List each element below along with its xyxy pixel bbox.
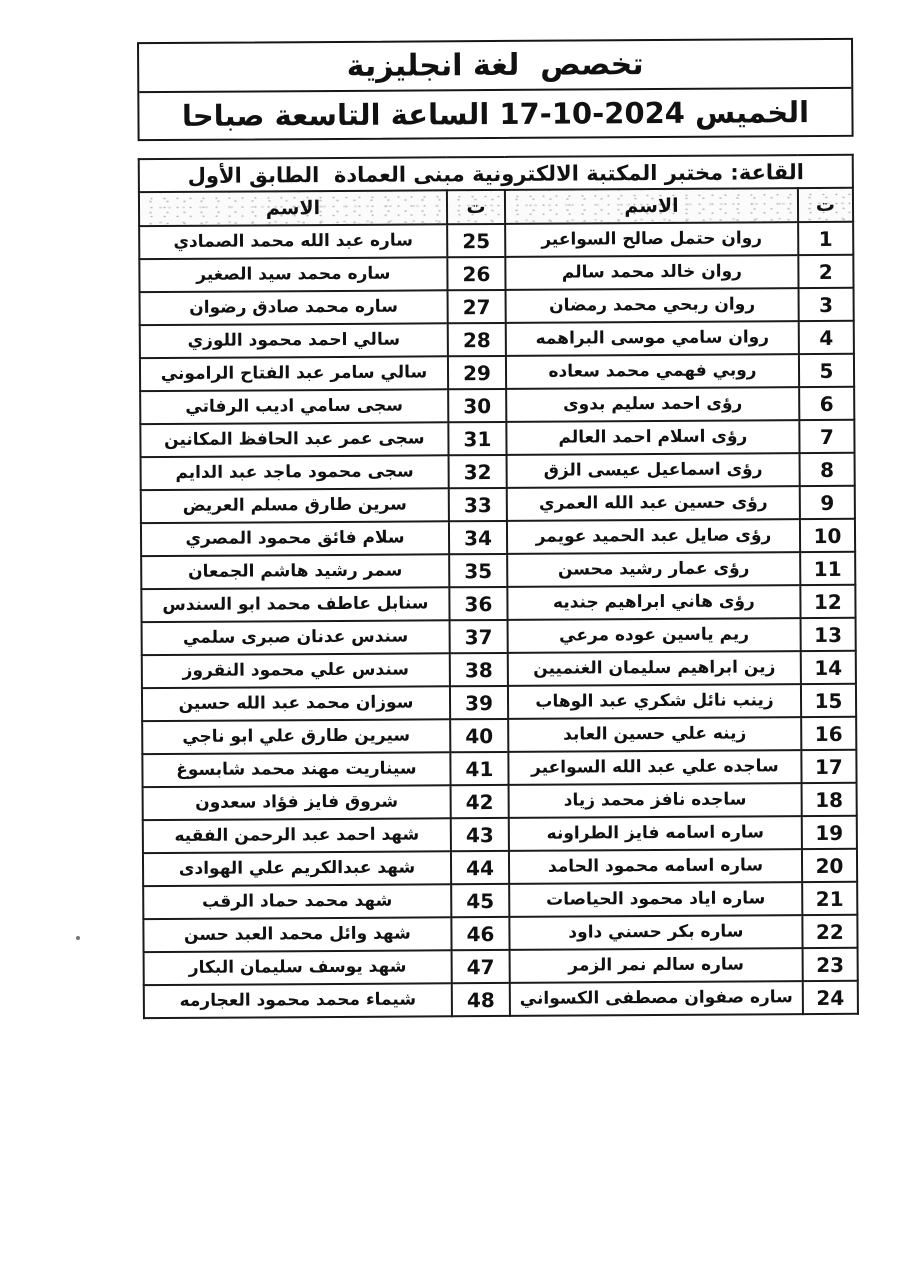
roster-row [143,849,857,886]
roster-row [140,321,854,358]
roster-row [142,750,856,787]
serial-cell-left: 33 [449,488,507,521]
student-name-cell-right: روان حتمل صالح السواعير [505,222,798,257]
serial-cell-right: 1 [798,222,853,255]
col-header-serial-left: ت [447,190,505,224]
serial-cell-left: 44 [451,851,509,884]
student-name-cell-right: رؤى اسماعيل عيسى الزق [507,453,800,488]
student-name-cell-left: سجى محمود ماجد عبد الدايم [141,455,449,490]
serial-cell-right: 17 [801,750,856,783]
serial-cell-right: 9 [800,486,855,519]
student-name-cell-left: شروق فايز فؤاد سعدون [143,785,451,820]
serial-cell-left: 27 [447,290,505,323]
col-header-name-right: الاسم [505,188,798,224]
roster-row [142,651,856,688]
page-title: تخصص لغة انجليزية [139,40,851,93]
student-name-cell-left: سالي احمد محمود اللوزي [140,323,448,358]
student-name-cell-left: سيناريت مهند محمد شابسوغ [142,752,450,787]
student-name-cell-left: سنابل عاطف محمد ابو السندس [141,587,449,622]
serial-cell-left: 31 [448,422,506,455]
serial-cell-right: 7 [799,420,854,453]
serial-cell-right: 15 [801,684,856,717]
student-name-cell-left: سندس عدنان صبرى سلمي [142,620,450,655]
serial-cell-left: 25 [447,224,505,257]
student-name-cell-right: رؤى اسلام احمد العالم [506,420,799,455]
roster-row [143,915,857,952]
serial-cell-right: 24 [803,981,858,1014]
student-name-cell-left: شيماء محمد محمود العجارمه [144,983,452,1018]
student-name-cell-right: ساره اسامه محمود الحامد [509,849,802,884]
student-name-cell-right: ريم ياسين عوده مرعي [508,618,801,653]
exam-roster-sheet [137,38,859,1019]
roster-row [144,948,858,985]
student-name-cell-left: سمر رشيد هاشم الجمعان [141,554,449,589]
title-box [137,38,854,141]
student-name-cell-left: شهد احمد عبد الرحمن الفقيه [143,818,451,853]
student-name-cell-left: سالي سامر عبد الفتاح الراموني [140,356,448,391]
serial-cell-left: 43 [451,818,509,851]
serial-cell-right: 16 [801,717,856,750]
serial-cell-right: 14 [801,651,856,684]
serial-cell-right: 23 [802,948,857,981]
student-name-cell-right: ساره بكر حسني داود [509,915,802,950]
serial-cell-right: 3 [798,288,853,321]
student-name-cell-right: رؤى عمار رشيد محسن [507,552,800,587]
student-name-cell-left: ساره محمد سيد الصغير [139,257,447,292]
serial-cell-left: 47 [451,950,509,983]
serial-cell-right: 6 [799,387,854,420]
student-name-cell-right: روبي فهمي محمد سعاده [506,354,799,389]
serial-cell-right: 4 [799,321,854,354]
roster-row [143,783,857,820]
serial-cell-left: 28 [448,323,506,356]
roster-row [142,618,856,655]
col-header-serial-right: ت [798,188,853,222]
serial-cell-left: 37 [449,620,507,653]
serial-cell-left: 38 [450,653,508,686]
serial-cell-right: 10 [800,519,855,552]
serial-cell-left: 34 [449,521,507,554]
serial-cell-right: 2 [798,255,853,288]
student-name-cell-left: شهد يوسف سليمان البكار [144,950,452,985]
serial-cell-left: 48 [452,983,510,1016]
room-row [139,155,853,192]
student-name-cell-left: سجى سامي اديب الرفاتي [140,389,448,424]
roster-row [139,255,853,292]
student-name-cell-right: رؤى احمد سليم بدوى [506,387,799,422]
roster-table [138,154,859,1019]
student-name-cell-left: شهد وائل محمد العبد حسن [143,917,451,952]
roster-row [144,981,858,1018]
serial-cell-right: 19 [802,816,857,849]
student-name-cell-left: ساره محمد صادق رضوان [140,290,448,325]
scan-speck [76,936,80,940]
student-name-cell-right: رؤى صايل عبد الحميد عويمر [507,519,800,554]
serial-cell-left: 26 [447,257,505,290]
student-name-cell-right: ساره اياد محمود الحياصات [509,882,802,917]
roster-row [141,552,855,589]
student-name-cell-left: ساره عبد الله محمد الصمادي [139,224,447,259]
roster-row [140,387,854,424]
serial-cell-left: 32 [448,455,506,488]
serial-cell-right: 21 [802,882,857,915]
roster-row [139,222,853,259]
student-name-cell-right: ساره اسامه فايز الطراونه [509,816,802,851]
roster-row [141,519,855,556]
roster-row [140,288,854,325]
student-name-cell-right: روان خالد محمد سالم [505,255,798,290]
student-name-cell-left: سرين طارق مسلم العريض [141,488,449,523]
student-name-cell-right: روان ربحي محمد رمضان [506,288,799,323]
serial-cell-right: 12 [800,585,855,618]
student-name-cell-right: ساره سالم نمر الزمر [510,948,803,983]
roster-row [140,420,854,457]
serial-cell-left: 46 [451,917,509,950]
serial-cell-left: 30 [448,389,506,422]
student-name-cell-left: سوزان محمد عبد الله حسين [142,686,450,721]
serial-cell-left: 40 [450,719,508,752]
roster-row [142,684,856,721]
student-name-cell-left: سلام فائق محمود المصري [141,521,449,556]
serial-cell-left: 45 [451,884,509,917]
roster-row [140,354,854,391]
serial-cell-left: 39 [450,686,508,719]
student-name-cell-right: زين ابراهيم سليمان الغنميين [508,651,801,686]
serial-cell-left: 36 [449,587,507,620]
student-name-cell-left: سجى عمر عبد الحافظ المكانين [140,422,448,457]
student-name-cell-right: ساجده علي عبد الله السواعير [508,750,801,785]
serial-cell-left: 35 [449,554,507,587]
serial-cell-right: 11 [800,552,855,585]
roster-row [141,585,855,622]
table-header-row [139,188,853,226]
serial-cell-left: 41 [450,752,508,785]
room-caption: القاعة: مختبر المكتبة الالكترونية مبنى العمادة الطابق الأول [139,155,853,192]
student-name-cell-left: شهد عبدالكريم علي الهوادى [143,851,451,886]
serial-cell-right: 5 [799,354,854,387]
student-name-cell-left: شهد محمد حماد الرقب [143,884,451,919]
student-name-cell-right: ساجده نافز محمد زياد [509,783,802,818]
roster-row [142,717,856,754]
serial-cell-left: 42 [450,785,508,818]
student-name-cell-left: سندس علي محمود النقروز [142,653,450,688]
serial-cell-right: 8 [799,453,854,486]
student-name-cell-right: زينب نائل شكري عبد الوهاب [508,684,801,719]
student-name-cell-right: رؤى هاني ابراهيم جنديه [507,585,800,620]
serial-cell-right: 22 [802,915,857,948]
serial-cell-right: 18 [801,783,856,816]
serial-cell-right: 13 [800,618,855,651]
student-name-cell-right: روان سامي موسى البراهمه [506,321,799,356]
roster-row [141,453,855,490]
serial-cell-right: 20 [802,849,857,882]
student-name-cell-left: سيرين طارق علي ابو ناجي [142,719,450,754]
roster-row [141,486,855,523]
student-name-cell-right: رؤى حسين عبد الله العمري [507,486,800,521]
exam-datetime: الخميس 2024-10-17 الساعة التاسعة صباحا [181,95,810,133]
student-name-cell-right: ساره صفوان مصطفى الكسواني [510,981,803,1016]
roster-row [143,882,857,919]
serial-cell-left: 29 [448,356,506,389]
student-name-cell-right: زينه علي حسين العابد [508,717,801,752]
roster-row [143,816,857,853]
col-header-name-left: الاسم [139,190,447,226]
